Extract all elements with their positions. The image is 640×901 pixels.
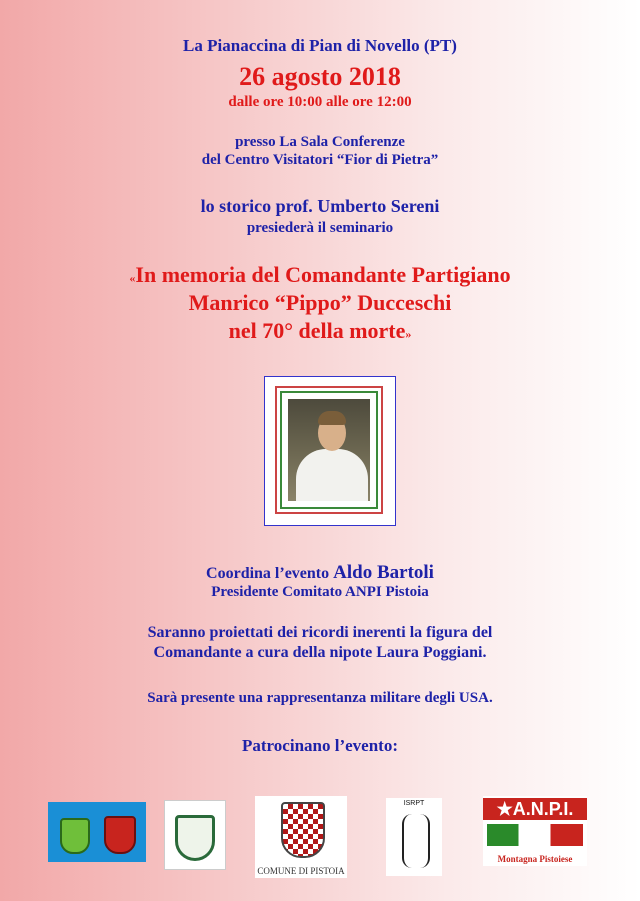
green-shield-icon <box>60 818 90 854</box>
anpi-title: ★A.N.P.I. <box>483 798 587 820</box>
seminar-title-text-3: nel 70° della morte <box>228 318 406 343</box>
coordinator-line <box>0 562 640 584</box>
coordinator-role: Presidente Comitato ANPI Pistoia <box>211 584 429 600</box>
military-presence: Sarà presente una rappresentanza militare degli USA. <box>147 690 493 706</box>
memories-line-1: Saranno proiettati dei ricordi inerenti la figura del <box>147 624 493 641</box>
seminar-title-line-3 <box>0 318 640 344</box>
checkered-crest-icon <box>281 802 325 858</box>
isrpt-caption: ISRPT <box>403 800 425 807</box>
anpi-caption: Montagna Pistoiese <box>497 854 573 864</box>
green-shield-icon <box>175 815 215 861</box>
portrait-green-border <box>280 391 378 509</box>
presider-line-1: lo storico prof. Umberto Sereni <box>200 196 440 216</box>
event-time: dalle ore 10:00 alle ore 12:00 <box>228 94 412 110</box>
comune-pistoia-caption: COMUNE DI PISTOIA <box>257 866 345 876</box>
portrait-red-border <box>275 386 383 514</box>
sponsors-heading: Patrocinano l’evento: <box>242 736 398 755</box>
portrait-photo <box>288 399 370 501</box>
venue-line-2: del Centro Visitatori “Fior di Pietra” <box>201 152 439 168</box>
close-quote: » <box>405 327 412 341</box>
event-date: 26 agosto 2018 <box>239 62 401 91</box>
red-shield-icon <box>104 816 136 854</box>
seminar-title-line-2: Manrico “Pippo” Ducceschi <box>188 290 452 315</box>
anpi-logo <box>483 796 587 866</box>
comune-logo-green-shield <box>164 800 226 870</box>
portrait-frame <box>264 376 396 526</box>
presider-line-2: presiederà il seminario <box>246 220 394 236</box>
coordinator-name: Aldo Bartoli <box>333 562 434 583</box>
portrait-shirt <box>296 449 368 501</box>
open-quote: « <box>129 271 136 285</box>
seminar-title-text-1: In memoria del Comandante Partigiano <box>135 262 511 287</box>
italian-flag-icon <box>487 824 583 846</box>
venue-line-1: presso La Sala Conferenze <box>235 134 405 150</box>
sponsor-logos <box>0 796 640 876</box>
portrait-hair <box>318 411 346 425</box>
comune-logo-blue <box>48 802 146 862</box>
coordinator-prefix: Coordina l’evento <box>206 565 334 582</box>
seminar-title-line-1 <box>0 262 640 288</box>
memories-line-2: Comandante a cura della nipote Laura Poggiani. <box>153 644 487 661</box>
event-location: La Pianaccina di Pian di Novello (PT) <box>183 36 457 55</box>
tree-icon <box>402 814 430 868</box>
comune-pistoia-logo <box>255 796 347 878</box>
isrpt-logo <box>386 798 442 876</box>
